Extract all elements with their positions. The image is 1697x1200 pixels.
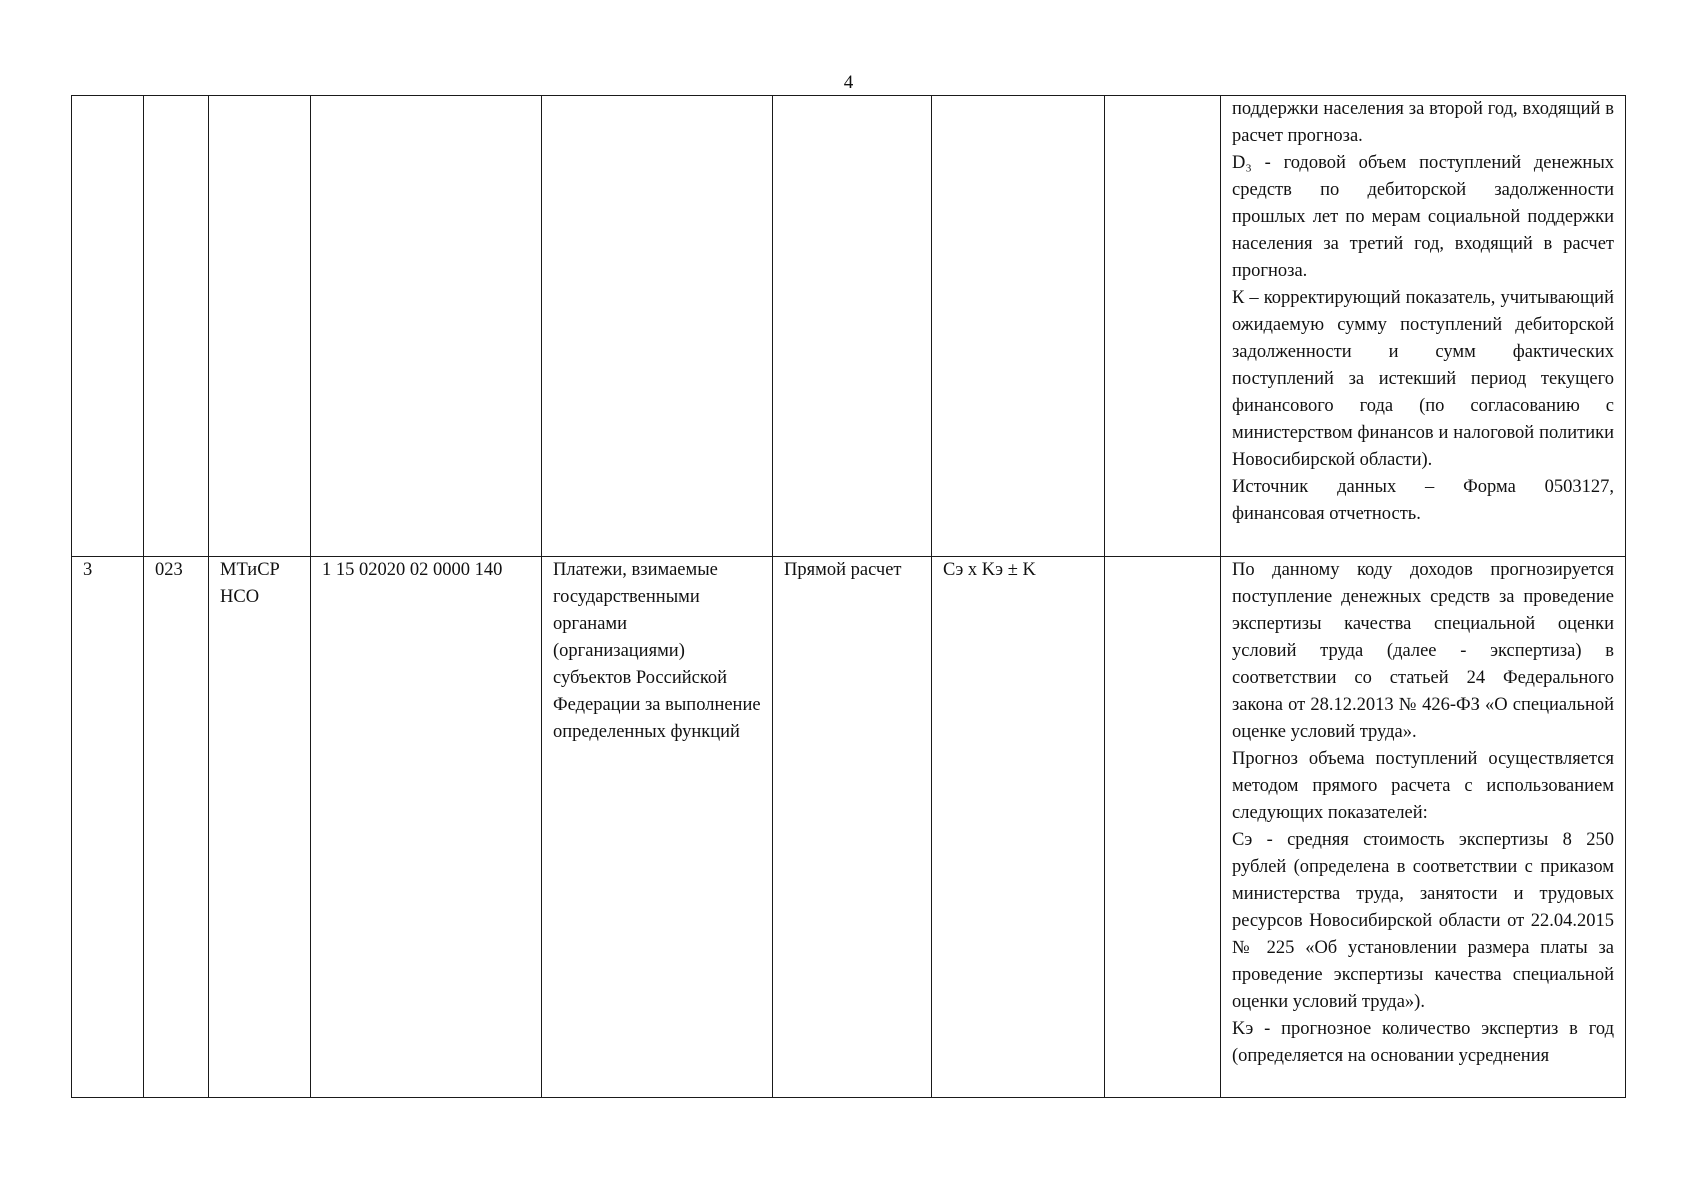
cell-formula	[932, 96, 1105, 557]
description-paragraph: Cэ - средняя стоимость экспертизы 8 250 рублей (определена в соответствии с приказом министерства труда, занятости и трудовых ресурсов Новосибирской области от 22.04.2015 № 225 «Об установлении размера платы за проведение экспертизы качества специальной оценки условий труда»).	[1232, 830, 1614, 1012]
admin-name-line: НСО	[220, 587, 260, 607]
cell-admin-code	[144, 96, 209, 557]
page-number: 4	[843, 72, 854, 93]
description-paragraph: поддержки населения за второй год, входящий в расчет прогноза.	[1232, 99, 1614, 146]
revenue-forecast-table	[71, 95, 1626, 1098]
description-paragraph: К – корректирующий показатель, учитывающий ожидаемую сумму поступлений дебиторской задолженности и сумм фактических поступлений за истекший период текущего финансового года (по согласованию с министерством финансов и налоговой политики Новосибирской области).	[1232, 288, 1614, 470]
description-paragraph: Kэ - прогнозное количество экспертиз в год (определяется на основании усреднения	[1232, 1019, 1614, 1066]
cell-method	[773, 96, 932, 557]
cell-description	[1221, 96, 1626, 557]
admin-name-line: МТиСР	[220, 560, 280, 580]
cell-admin-code: 023	[144, 557, 209, 1098]
description-paragraph: D₃ - годовой объем поступлений денежных средств по дебиторской задолженности прошлых лет по мерам социальной поддержки населения за третий год, входящий в расчет прогноза.	[1232, 153, 1614, 281]
description-paragraph: По данному коду доходов прогнозируется поступление денежных средств за проведение экспертизы качества специальной оценки условий труда (далее - экспертиза) в соответствии со статьей 24 Федерального закона от 28.12.2013 № 426-ФЗ «О специальной оценке условий труда».	[1232, 560, 1614, 742]
cell-description	[1221, 557, 1626, 1098]
cell-admin-name	[209, 96, 311, 557]
table-row	[72, 557, 1626, 1098]
cell-revenue-name: Платежи, взимаемые государственными органами (организациями) субъектов Российской Федерации за выполнение определенных функций	[542, 557, 773, 1098]
cell-kbk: 1 15 02020 02 0000 140	[311, 557, 542, 1098]
description-paragraph: Источник данных – Форма 0503127, финансовая отчетность.	[1232, 477, 1614, 524]
cell-formula: Cэ x Kэ ± K	[932, 557, 1105, 1098]
cell-kbk	[311, 96, 542, 557]
cell-number: 3	[72, 557, 144, 1098]
cell-algorithm	[1105, 96, 1221, 557]
cell-admin-name	[209, 557, 311, 1098]
table-row-continuation	[72, 96, 1626, 557]
cell-revenue-name	[542, 96, 773, 557]
cell-method: Прямой расчет	[773, 557, 932, 1098]
description-paragraph: Прогноз объема поступлений осуществляется методом прямого расчета с использованием следующих показателей:	[1232, 749, 1614, 823]
cell-number	[72, 96, 144, 557]
cell-algorithm	[1105, 557, 1221, 1098]
